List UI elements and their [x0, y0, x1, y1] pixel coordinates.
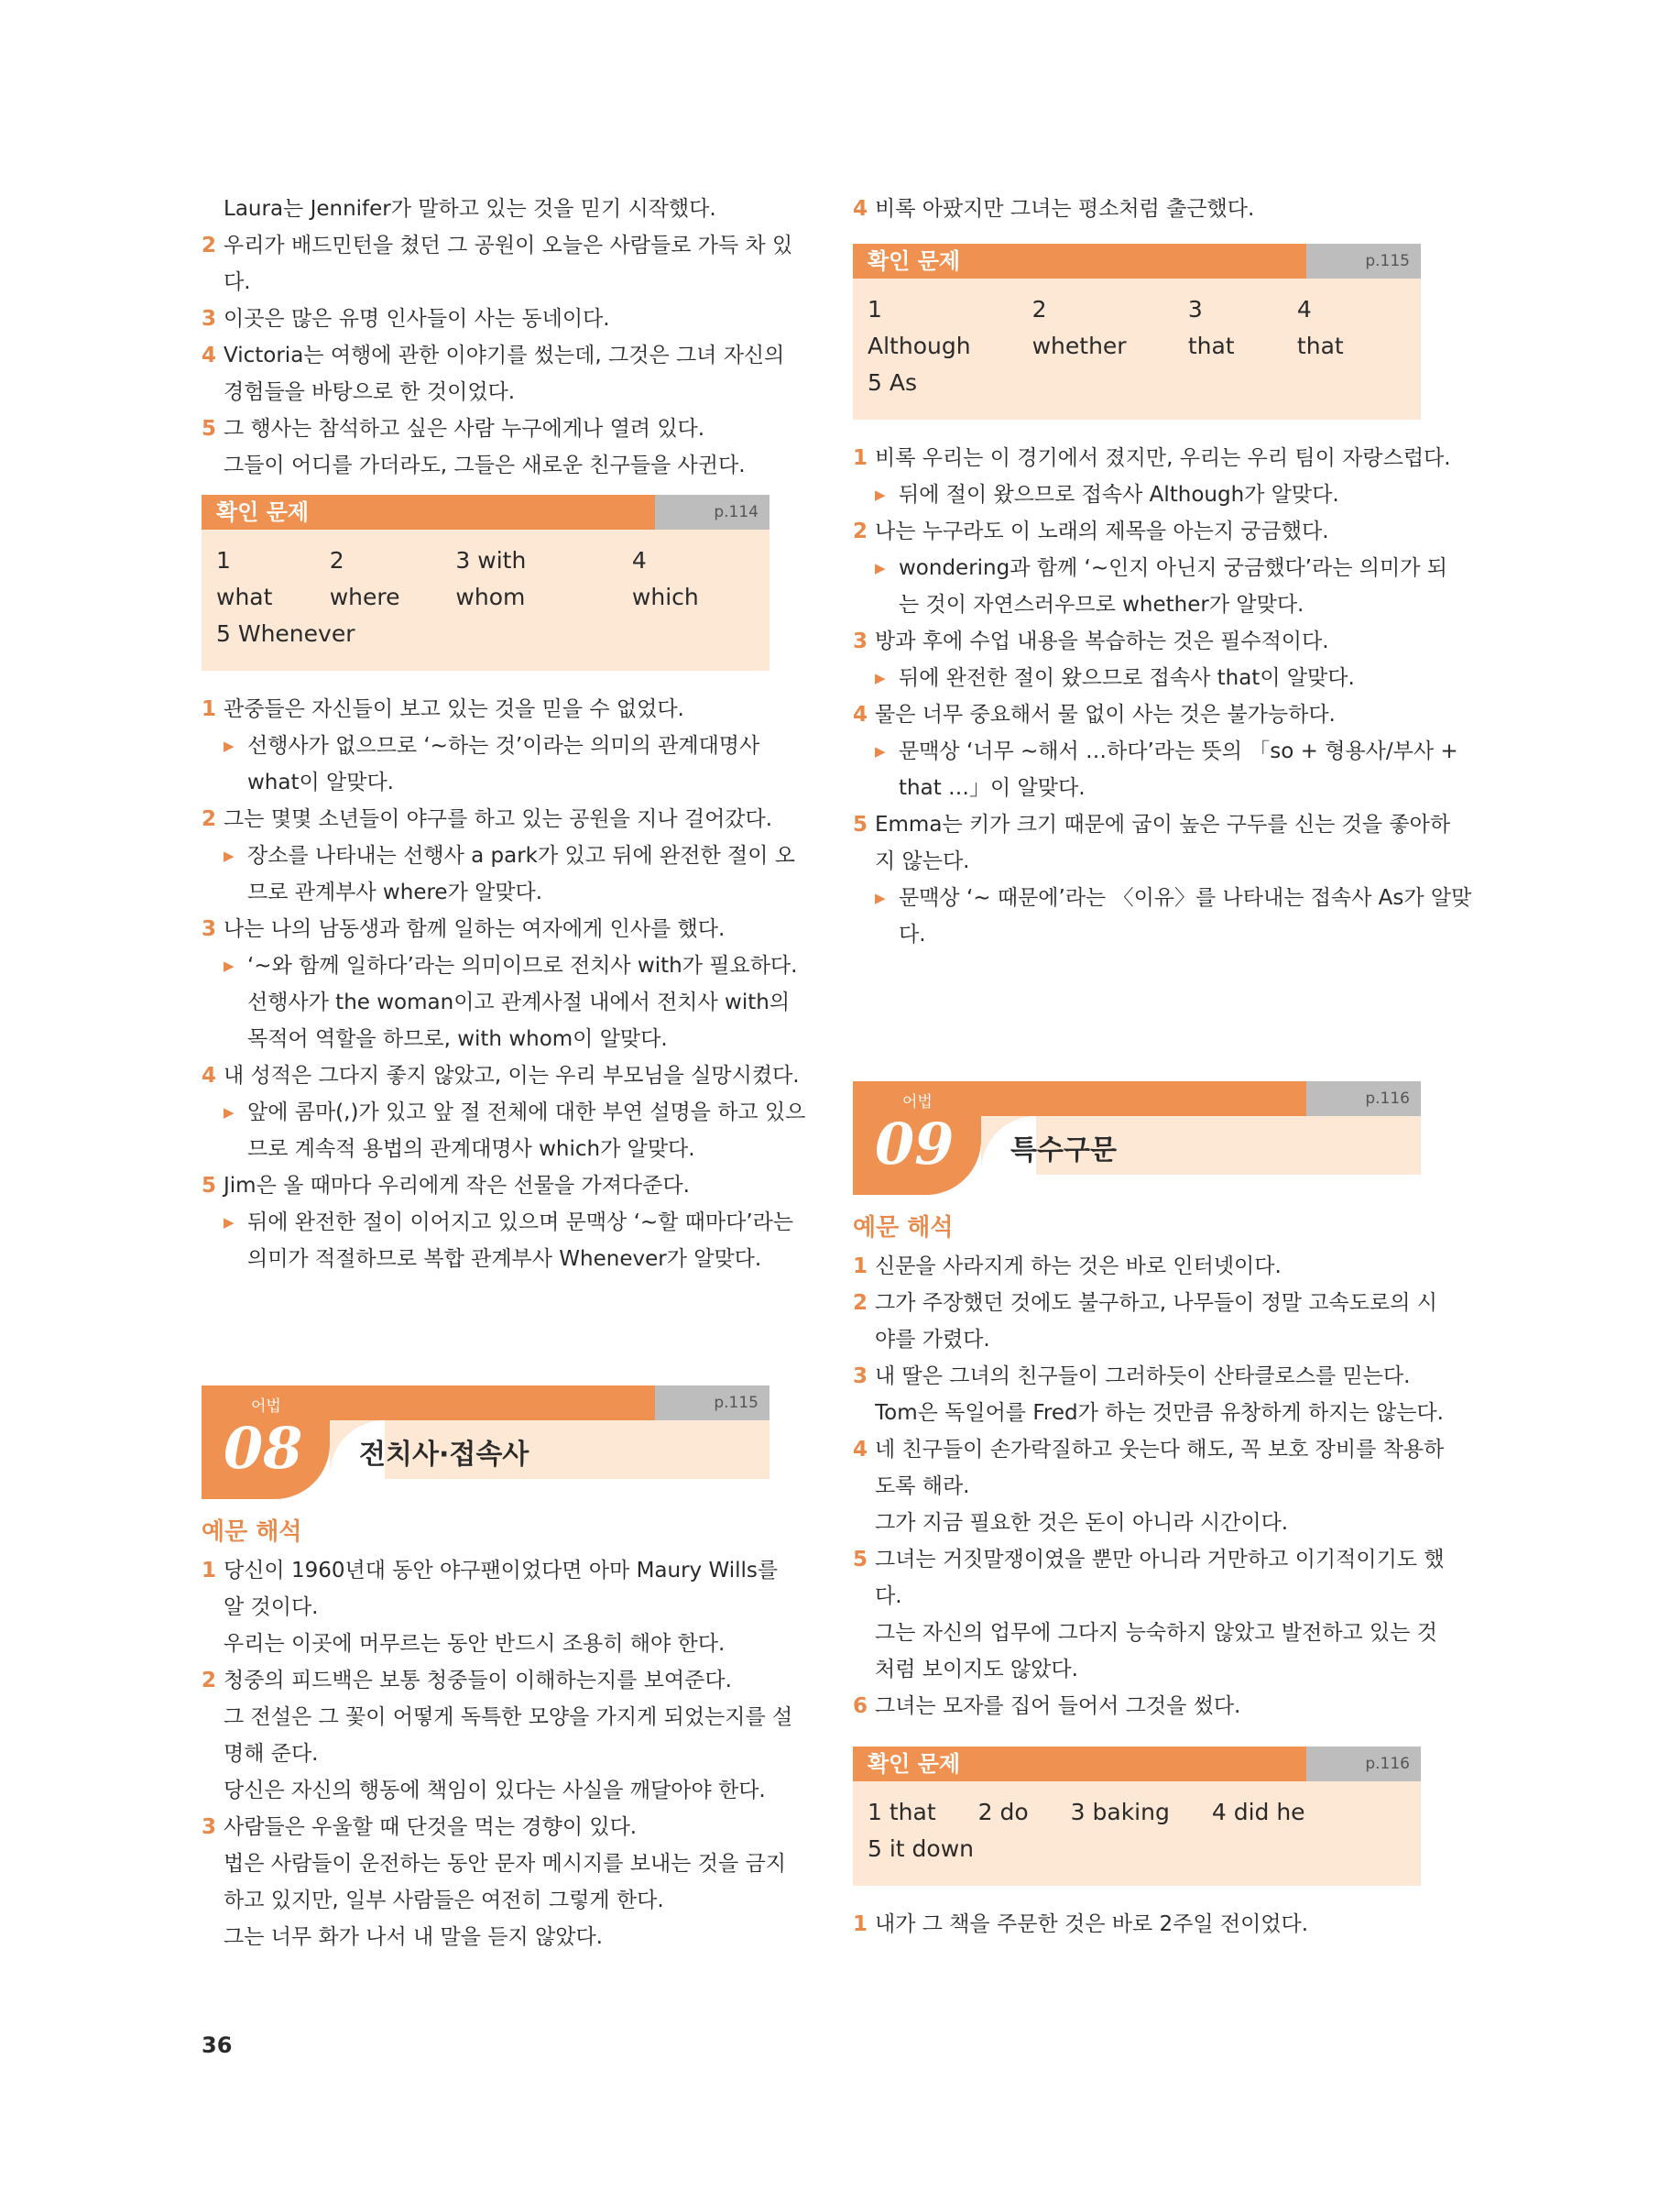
explanation-line: [853, 733, 1458, 770]
quiz-header: [202, 495, 770, 530]
continuation-line: [853, 770, 1421, 806]
continuation-line: [202, 1626, 770, 1662]
line-text: 그들이 어디를 가더라도, 그들은 새로운 친구들을 사귄다.: [224, 454, 746, 477]
triangle-bullet-icon: ▶: [224, 958, 235, 974]
line-text: 장소를 나타내는 선행사 a park가 있고 뒤에 완전한 절이 오: [247, 844, 795, 868]
line-text: 사람들은 우울할 때 단것을 먹는 경향이 있다.: [224, 1815, 638, 1839]
continuation-line: [202, 1021, 770, 1057]
quiz-box-p115: [853, 244, 1421, 420]
unit-label: 어법: [902, 1093, 933, 1111]
line-text: 네 친구들이 손가락질하고 웃는다 해도, 꼭 보호 장비를 착용하: [875, 1438, 1445, 1462]
unit-label: 어법: [251, 1397, 281, 1416]
quiz-answers: [853, 279, 1421, 420]
numbered-line: [853, 440, 1451, 476]
continuation-line: [202, 764, 770, 801]
line-text: Emma는 키가 크기 때문에 굽이 높은 구두를 신는 것을 좋아하: [875, 813, 1451, 837]
triangle-bullet-icon: ▶: [224, 1104, 235, 1121]
triangle-bullet-icon: ▶: [875, 560, 886, 576]
line-text: 의미가 적절하므로 복합 관계부사 Whenever가 알맞다.: [247, 1247, 762, 1271]
line-text: 당신이 1960년대 동안 야구팬이었다면 아마 Maury Wills를: [224, 1559, 779, 1582]
item-number: 2: [202, 1669, 217, 1692]
line-text: 처럼 보이지도 않았다.: [875, 1658, 1078, 1681]
right-section-lines: [853, 1248, 1445, 1725]
numbered-line: [853, 1285, 1437, 1321]
quiz-answer: 2 whether: [1031, 296, 1127, 359]
continuation-line: [853, 1468, 1421, 1505]
numbered-line: [853, 806, 1451, 843]
numbered-line: [202, 801, 773, 838]
item-number: 4: [202, 344, 217, 367]
unit-page-ref: p.116: [1306, 1081, 1421, 1116]
line-text: ‘~와 함께 일하다’라는 의미이므로 전치사 with가 필요하다.: [247, 954, 798, 978]
item-number: 1: [853, 1254, 868, 1278]
continuation-line: [853, 1615, 1437, 1651]
continuation-line: [202, 1736, 770, 1772]
triangle-bullet-icon: ▶: [224, 848, 235, 864]
line-text: 우리가 배드민턴을 쳤던 그 공원이 오늘은 사람들로 가득 차 있: [224, 234, 793, 257]
triangle-bullet-icon: ▶: [875, 743, 886, 760]
quiz-answer: 5 As: [868, 369, 917, 396]
continuation-line: [853, 843, 1421, 880]
item-number: 2: [853, 1291, 868, 1315]
quiz-answer: 3 with whom: [455, 547, 527, 610]
unit-number: 08: [224, 1415, 303, 1482]
line-text: 그는 너무 화가 나서 내 말을 듣지 않았다.: [224, 1925, 603, 1949]
item-number: 3: [202, 917, 217, 941]
item-number: 3: [202, 307, 217, 331]
quiz-answer-row: [868, 1794, 1406, 1831]
quiz-answers: [853, 1781, 1421, 1886]
item-number: 3: [202, 1815, 217, 1839]
numbered-line: [202, 337, 785, 374]
line-text: 그는 자신의 업무에 그다지 능숙하지 않았고 발전하고 있는 것: [875, 1621, 1437, 1645]
explanation-line: [202, 1094, 806, 1131]
right-quiz1-explanations: [853, 440, 1472, 953]
continuation-line: [853, 916, 1421, 953]
continuation-line: [202, 874, 770, 911]
quiz-answer: 4 did he: [1211, 1799, 1305, 1825]
line-text: 신문을 사라지게 하는 것은 바로 인터넷이다.: [875, 1254, 1282, 1278]
continuation-line: [202, 374, 770, 411]
line-text: 경험들을 바탕으로 한 것이었다.: [224, 380, 516, 404]
numbered-line: [202, 1167, 770, 1204]
item-number: 4: [202, 1064, 217, 1088]
continuation-line: [853, 1321, 1421, 1358]
quiz-answer: 5 Whenever: [216, 620, 355, 647]
item-number: 4: [853, 703, 868, 727]
quiz-answer-row: [868, 365, 1406, 401]
line-text: 선행사가 the woman이고 관계사절 내에서 전치사 with의: [247, 991, 791, 1014]
line-text: 알 것이다.: [224, 1595, 319, 1619]
quiz-answer: 4 that: [1296, 296, 1344, 359]
left-quiz-explanations: [202, 691, 806, 1277]
line-text: 우리는 이곳에 머무르는 동안 반드시 조용히 해야 한다.: [224, 1632, 726, 1656]
continuation-line: [202, 1845, 786, 1882]
numbered-line: [853, 1358, 1421, 1395]
line-text: 문맥상 ‘~ 때문에’라는 〈이유〉를 나타내는 접속사 As가 알맞: [899, 886, 1472, 910]
section-title: 예문 해석: [202, 1518, 302, 1546]
unit-title: 전치사·접속사: [359, 1439, 529, 1471]
line-text: 문맥상 ‘너무 ~해서 …하다’라는 뜻의 「so + 형용사/부사 +: [899, 739, 1458, 763]
triangle-bullet-icon: ▶: [875, 487, 886, 503]
item-number: 5: [853, 813, 868, 837]
line-text: 청중의 피드백은 보통 청중들이 이해하는지를 보여준다.: [224, 1669, 732, 1692]
continuation-line: [202, 1772, 770, 1809]
quiz-answer-row: [216, 542, 755, 616]
item-number: 2: [202, 234, 217, 257]
numbered-line: [202, 1552, 779, 1589]
numbered-line: [202, 227, 793, 264]
item-number: 1: [202, 697, 217, 721]
line-text: 그가 지금 필요한 것은 돈이 아니라 시간이다.: [875, 1511, 1289, 1535]
line-text: that …」이 알맞다.: [899, 776, 1086, 800]
numbered-line: [202, 1057, 800, 1094]
continuation-line: [853, 1651, 1421, 1688]
line-text: 물은 너무 중요해서 물 없이 사는 것은 불가능하다.: [875, 703, 1336, 727]
line-text: 다.: [224, 270, 251, 294]
line-text: 나는 누구라도 이 노래의 제목을 아는지 궁금했다.: [875, 520, 1329, 543]
line-text: 그 행사는 참석하고 싶은 사람 누구에게나 열려 있다.: [224, 417, 705, 441]
quiz-answer: 2 do: [977, 1799, 1029, 1825]
line-text: 뒤에 절이 왔으므로 접속사 Although가 알맞다.: [899, 483, 1339, 507]
line-text: what이 알맞다.: [247, 771, 394, 794]
continuation-line: [853, 1505, 1421, 1541]
item-number: 5: [202, 417, 217, 441]
quiz-box-p114: [202, 495, 770, 671]
continuation-line: [202, 1699, 793, 1736]
line-text: 하고 있지만, 일부 사람들은 여전히 그렇게 한다.: [224, 1889, 664, 1912]
numbered-line: [853, 1688, 1421, 1725]
item-number: 2: [853, 520, 868, 543]
explanation-line: [853, 660, 1421, 696]
quiz-title: 확인 문제: [868, 1751, 961, 1777]
quiz-answer: 2 where: [329, 547, 400, 610]
numbered-line: [202, 1662, 770, 1699]
line-text: 뒤에 완전한 절이 왔으므로 접속사 that이 알맞다.: [899, 666, 1355, 690]
right-top-lines: [853, 191, 1421, 227]
continuation-line: [202, 984, 791, 1021]
line-text: 그녀는 거짓말쟁이였을 뿐만 아니라 거만하고 이기적이기도 했: [875, 1548, 1445, 1571]
continuation-line: [853, 586, 1421, 623]
quiz-answer-row: [868, 1831, 1406, 1867]
line-text: 야를 가렸다.: [875, 1328, 990, 1352]
item-number: 3: [853, 630, 868, 653]
numbered-line: [853, 191, 1421, 227]
quiz-answer: 5 it down: [868, 1835, 975, 1862]
left-column: [202, 191, 806, 1955]
section-title: 예문 해석: [853, 1214, 954, 1242]
numbered-line: [202, 691, 770, 728]
continuation-line: [853, 1578, 1421, 1615]
unit-number: 09: [875, 1111, 955, 1177]
line-text: 선행사가 없으므로 ‘~하는 것’이라는 의미의 관계대명사: [247, 734, 760, 758]
explanation-line: [202, 1204, 794, 1241]
numbered-line: [853, 623, 1421, 660]
numbered-line: [202, 411, 770, 447]
explanation-line: [853, 880, 1472, 916]
numbered-line: [853, 1431, 1445, 1468]
quiz-page-ref: p.116: [1306, 1747, 1421, 1781]
explanation-line: [202, 947, 798, 984]
explanation-line: [853, 550, 1447, 586]
line-text: 그 전설은 그 꽃이 어떻게 독특한 모양을 가지게 되었는지를 설: [224, 1705, 793, 1729]
line-text: 관중들은 자신들이 보고 있는 것을 믿을 수 없었다.: [224, 697, 684, 721]
numbered-line: [853, 1906, 1421, 1943]
line-text: 그는 몇몇 소년들이 야구를 하고 있는 공원을 지나 걸어갔다.: [224, 807, 773, 831]
line-text: 다.: [899, 923, 926, 947]
triangle-bullet-icon: ▶: [224, 738, 235, 754]
quiz-answer: 3 baking: [1070, 1799, 1170, 1825]
item-number: 5: [202, 1174, 217, 1198]
quiz-box-p116: [853, 1747, 1421, 1886]
explanation-line: [202, 838, 795, 874]
left-section-lines: [202, 1552, 793, 1955]
continuation-line: [202, 1241, 770, 1277]
line-text: 내가 그 책을 주문한 것은 바로 2주일 전이었다.: [875, 1912, 1309, 1936]
numbered-line: [853, 1248, 1421, 1285]
item-number: 1: [853, 446, 868, 470]
quiz-answer: 4 which: [631, 547, 699, 610]
line-text: 방과 후에 수업 내용을 복습하는 것은 필수적이다.: [875, 630, 1329, 653]
quiz-answer: 1 Although: [868, 296, 971, 359]
line-text: 그가 주장했던 것에도 불구하고, 나무들이 정말 고속도로의 시: [875, 1291, 1437, 1315]
continuation-line: [202, 1919, 770, 1955]
page-number: 36: [202, 2032, 233, 2058]
right-column: [853, 191, 1472, 1943]
quiz-header: [853, 1747, 1421, 1781]
quiz-header: [853, 244, 1421, 279]
triangle-bullet-icon: ▶: [875, 670, 886, 686]
continuation-line: [202, 1882, 770, 1919]
quiz-answers: [202, 530, 770, 671]
numbered-line: [853, 696, 1421, 733]
line-text: Victoria는 여행에 관한 이야기를 썼는데, 그것은 그녀 자신의: [224, 344, 785, 367]
unit-page-ref: p.115: [655, 1385, 770, 1420]
line-text: 그녀는 모자를 집어 들어서 그것을 썼다.: [875, 1694, 1241, 1718]
quiz-answer: 3 that: [1187, 296, 1235, 359]
continuation-line: [202, 1589, 770, 1626]
triangle-bullet-icon: ▶: [875, 890, 886, 906]
item-number: 6: [853, 1694, 868, 1718]
line-text: 도록 해라.: [875, 1474, 970, 1498]
item-number: 1: [853, 1912, 868, 1936]
line-text: 앞에 콤마(,)가 있고 앞 절 전체에 대한 부연 설명을 하고 있으: [247, 1101, 806, 1124]
line-text: 므로 관계부사 where가 알맞다.: [247, 881, 543, 904]
line-text: 는 것이 자연스러우므로 whether가 알맞다.: [899, 593, 1304, 617]
quiz-answer-row: [868, 291, 1406, 365]
line-text: 다.: [875, 1584, 902, 1608]
item-number: 4: [853, 1438, 868, 1462]
quiz-answer: 1 that: [868, 1799, 936, 1825]
numbered-line: [853, 513, 1421, 550]
quiz-page-ref: p.114: [655, 495, 770, 530]
line-text: 나는 나의 남동생과 함께 일하는 여자에게 인사를 했다.: [224, 917, 726, 941]
quiz-title: 확인 문제: [868, 248, 961, 274]
triangle-bullet-icon: ▶: [224, 1214, 235, 1231]
quiz-answer-row: [216, 616, 755, 652]
continuation-line: [853, 1395, 1444, 1431]
line-text: 므로 계속적 용법의 관계대명사 which가 알맞다.: [247, 1137, 695, 1161]
line-text: 비록 우리는 이 경기에서 졌지만, 우리는 우리 팀이 자랑스럽다.: [875, 446, 1451, 470]
right-quiz2-explanations: [853, 1906, 1421, 1943]
line-text: Jim은 올 때마다 우리에게 작은 선물을 가져다준다.: [224, 1174, 690, 1198]
explanation-line: [202, 728, 770, 764]
line-text: 내 성적은 그다지 좋지 않았고, 이는 우리 부모님을 실망시켰다.: [224, 1064, 800, 1088]
unit-header-08: [202, 1385, 770, 1499]
continuation-line: [202, 1131, 770, 1167]
line-text: Tom은 독일어를 Fred가 하는 것만큼 유창하게 하지는 않는다.: [875, 1401, 1444, 1425]
continuation-line: [202, 264, 770, 301]
item-number: 1: [202, 1559, 217, 1582]
line-text: 뒤에 완전한 절이 이어지고 있으며 문맥상 ‘~할 때마다’라는: [247, 1210, 794, 1234]
numbered-line: [202, 301, 770, 337]
unit-title: 특수구문: [1010, 1134, 1117, 1166]
line-text: 당신은 자신의 행동에 책임이 있다는 사실을 깨달아야 한다.: [224, 1779, 766, 1802]
numbered-line: [853, 1541, 1445, 1578]
quiz-page-ref: p.115: [1306, 244, 1421, 279]
line-text: 이곳은 많은 유명 인사들이 사는 동네이다.: [224, 307, 610, 331]
explanation-line: [853, 476, 1421, 513]
unit-header-09: [853, 1081, 1421, 1195]
line-text: 비록 아팠지만 그녀는 평소처럼 출근했다.: [875, 197, 1255, 221]
numbered-line: [202, 911, 770, 947]
item-number: 5: [853, 1548, 868, 1571]
line-text: 목적어 역할을 하므로, with whom이 알맞다.: [247, 1027, 668, 1051]
continuation-line: [202, 191, 770, 227]
continuation-line: [202, 447, 770, 484]
item-number: 3: [853, 1364, 868, 1388]
line-text: Laura는 Jennifer가 말하고 있는 것을 믿기 시작했다.: [224, 197, 716, 221]
item-number: 4: [853, 197, 868, 221]
line-text: wondering과 함께 ‘~인지 아닌지 궁금했다’라는 의미가 되: [899, 556, 1447, 580]
numbered-line: [202, 1809, 770, 1845]
quiz-answer: 1 what: [216, 547, 273, 610]
line-text: 내 딸은 그녀의 친구들이 그러하듯이 산타클로스를 믿는다.: [875, 1364, 1411, 1388]
quiz-title: 확인 문제: [216, 499, 310, 525]
line-text: 법은 사람들이 운전하는 동안 문자 메시지를 보내는 것을 금지: [224, 1852, 786, 1876]
left-top-lines: [202, 191, 793, 484]
line-text: 지 않는다.: [875, 849, 970, 873]
line-text: 명해 준다.: [224, 1742, 319, 1766]
item-number: 2: [202, 807, 217, 831]
